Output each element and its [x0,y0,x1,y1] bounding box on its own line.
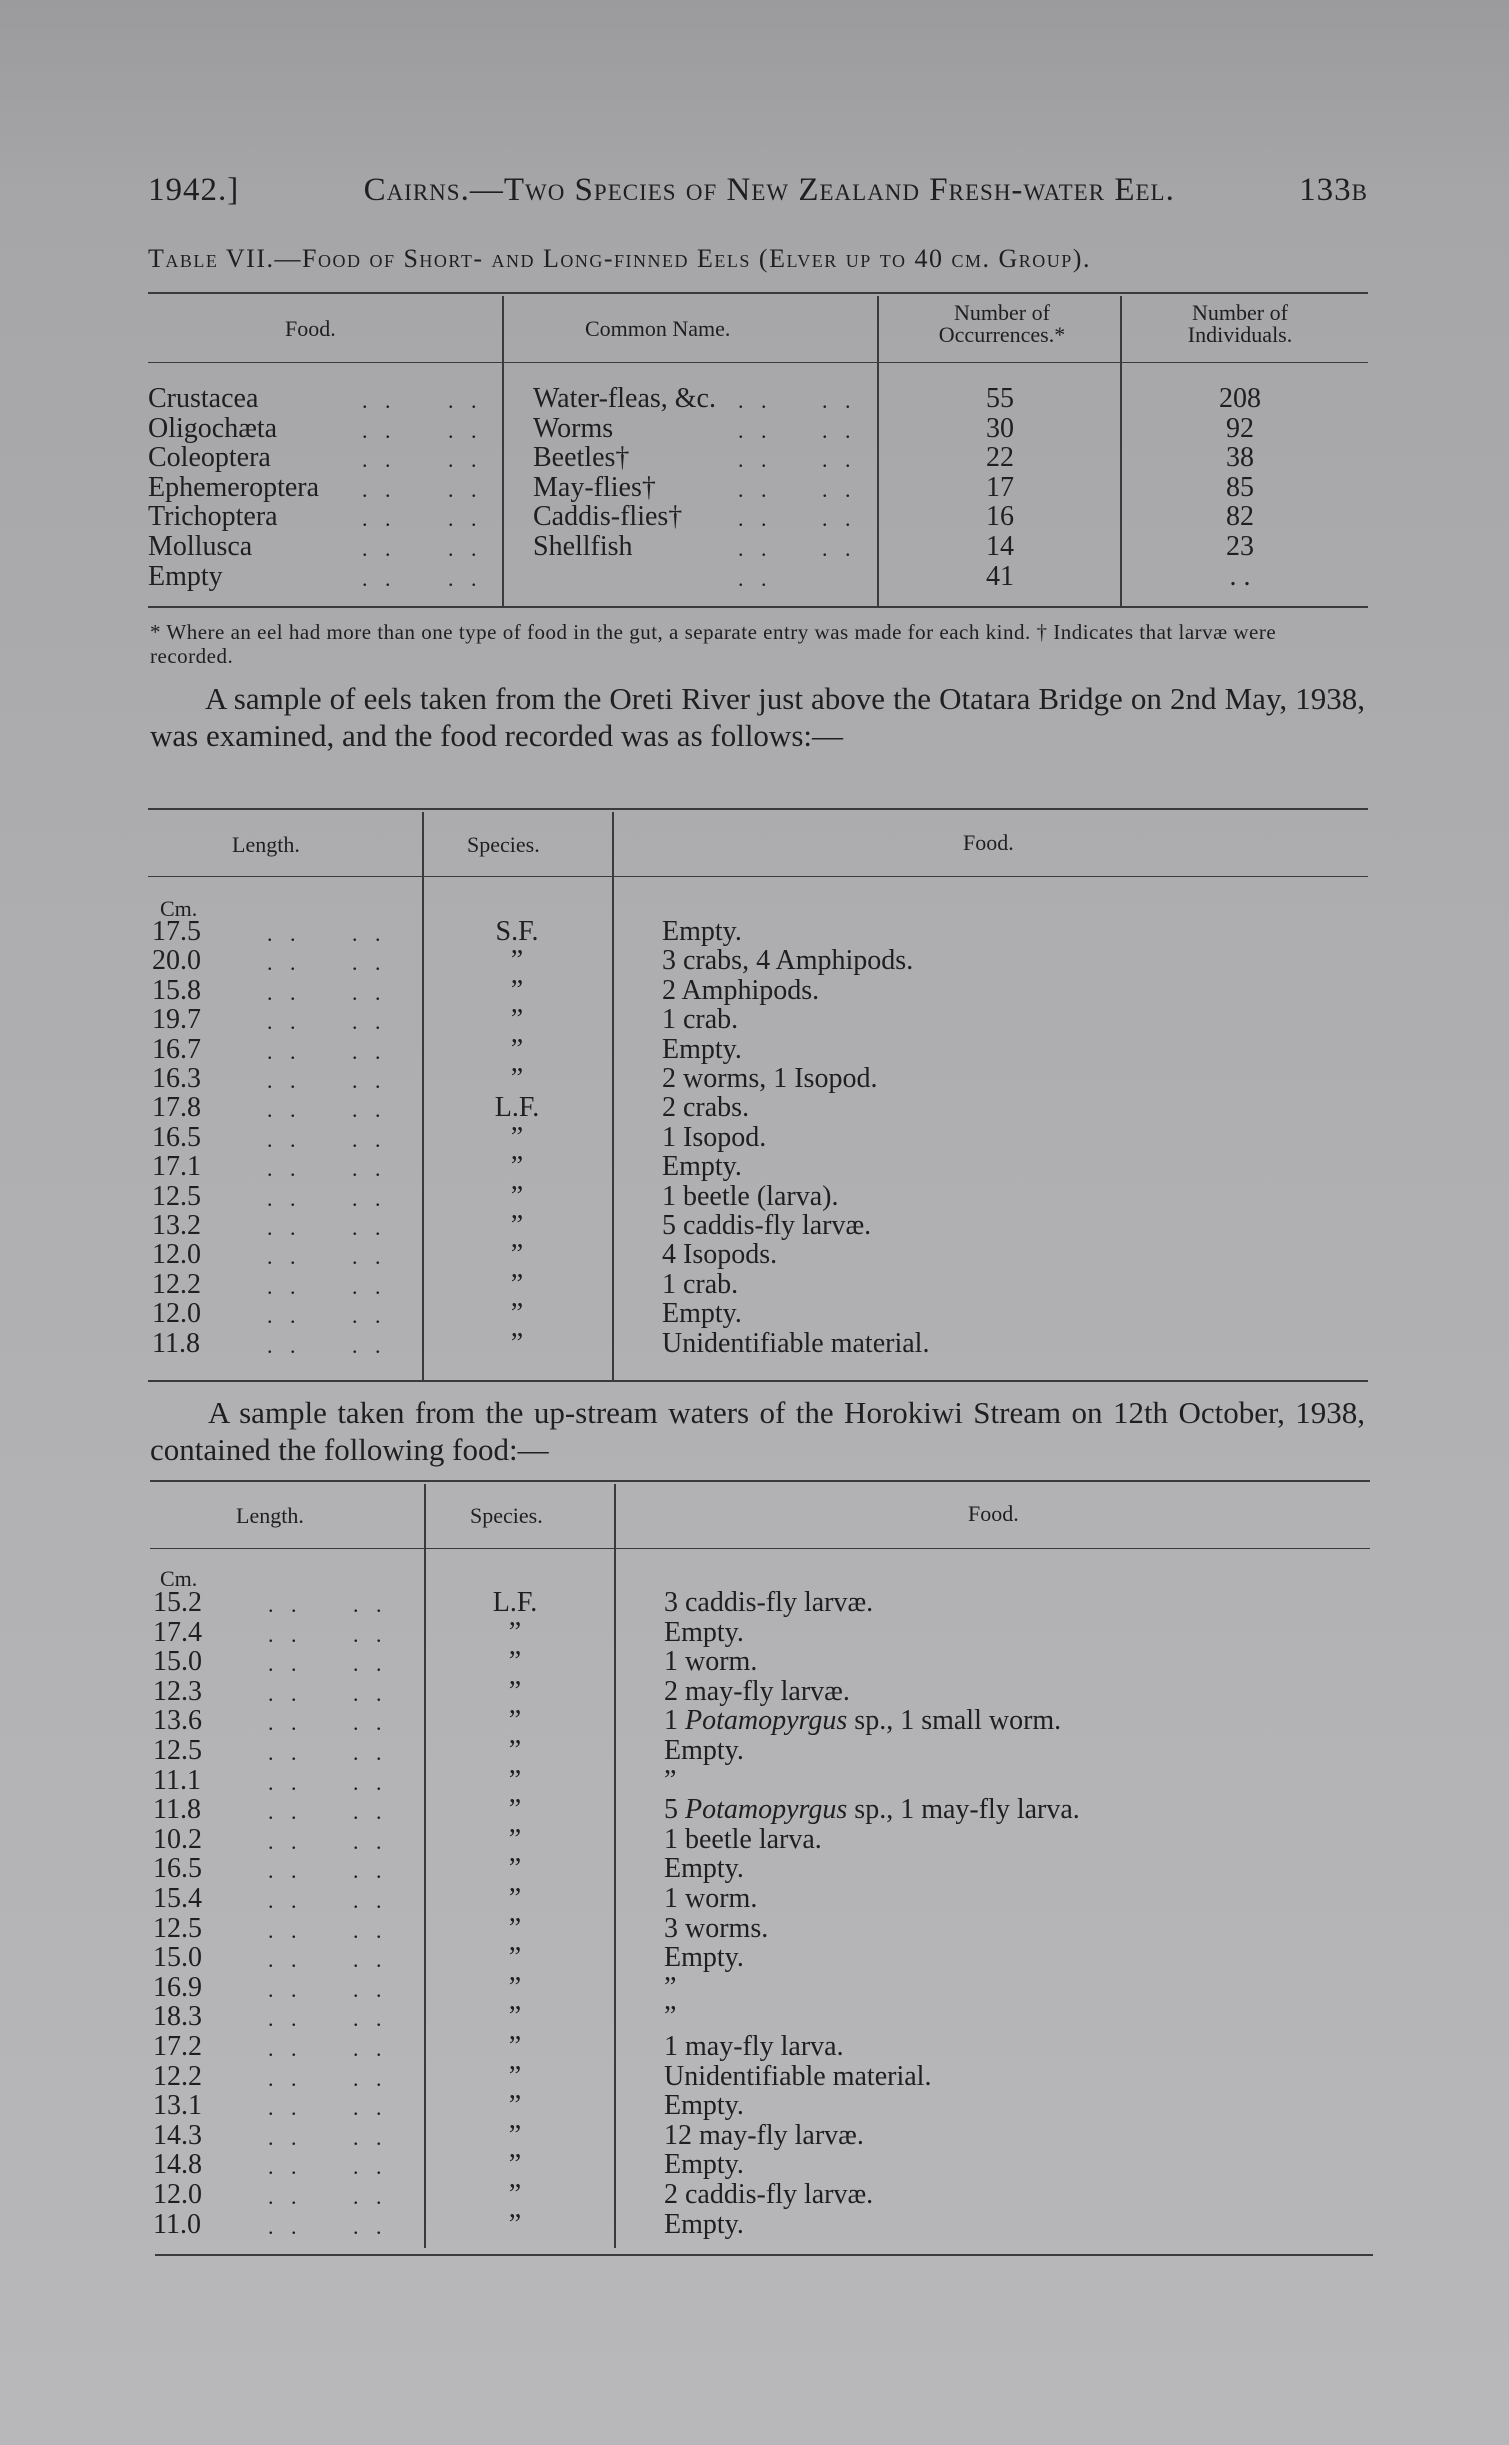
occurrences-cell: 30 [986,413,1014,444]
individuals-cell: 82 [1226,501,1254,532]
leader-dots: . . [353,1592,388,1617]
food-cell: Empty. [664,1853,744,1884]
food-cell: ” [664,2001,677,2032]
food-cell: Unidentifiable material. [664,2061,932,2092]
leader-dots: . . [268,1918,303,1943]
food-cell: Empty. [662,1034,742,1065]
leader-dots: . . [448,536,483,561]
leader-dots: . . [267,950,302,975]
col-header-length: Length. [232,832,300,857]
leader-dots: . . [362,536,397,561]
table-horokiwi-bottom-rule [155,2254,1373,2256]
leader-dots: . . [352,1303,387,1328]
unit-label: Cm. [160,1566,198,1591]
individuals-cell: . . [1229,561,1251,592]
leader-dots: . . [268,1977,303,2002]
header-page-number: 133b [1299,172,1368,208]
species-cell: ” [510,1151,524,1182]
leader-dots: . . [268,1829,303,1854]
col-header-species: Species. [467,832,540,857]
food-cell: 1 Isopod. [662,1122,767,1153]
species-cell: ” [510,1210,524,1241]
col-header-occurrences: Number of Occurrences.* [938,300,1066,347]
leader-dots: . . [267,1127,302,1152]
leader-dots: . . [352,1244,387,1269]
leader-dots: . . [267,1333,302,1358]
length-cell: 15.4 [153,1883,202,1914]
leader-dots: . . [352,921,387,946]
species-cell: ” [508,1735,522,1766]
leader-dots: . . [362,477,397,502]
leader-dots: . . [267,1039,302,1064]
food-cell: 12 may-fly larvæ. [664,2120,864,2151]
species-cell: ” [508,1676,522,1707]
table-oreti-top-rule [148,808,1368,810]
leader-dots: . . [362,418,397,443]
leader-dots: . . [353,1799,388,1824]
food-cell: 5 Potamopyrgus sp., 1 may-fly larva. [664,1794,1080,1825]
leader-dots: . . [268,1651,303,1676]
species-cell: ” [510,1004,524,1035]
length-cell: 13.1 [153,2090,202,2121]
table-horokiwi-header-rule [150,1548,1370,1549]
leader-dots: . . [353,2154,388,2179]
leader-dots: . . [353,2006,388,2031]
table-oreti-header-rule [148,876,1368,877]
leader-dots: . . [268,1740,303,1765]
leader-dots: . . [352,1274,387,1299]
species-cell: L.F. [494,1092,540,1123]
occurrences-cell: 55 [986,383,1014,414]
leader-dots: . . [268,1858,303,1883]
length-cell: 12.5 [153,1735,202,1766]
paragraph-oreti-sample: A sample of eels taken from the Oreti River just above the Otatara Bridge on 2nd May, 1938, was examined, and the food recorded was as follows:— [150,681,1365,753]
food-cell: Empty. [664,2090,744,2121]
leader-dots: . . [352,1009,387,1034]
leader-dots: . . [738,506,773,531]
common-name-cell: Beetles† [533,442,630,473]
length-cell: 16.5 [153,1853,202,1884]
length-cell: 15.0 [153,1646,202,1677]
leader-dots: . . [267,1244,302,1269]
occurrences-cell: 22 [986,442,1014,473]
length-cell: 16.9 [153,1972,202,2003]
leader-dots: . . [352,1156,387,1181]
leader-dots: . . [267,1156,302,1181]
occurrences-cell: 16 [986,501,1014,532]
unit-label: Cm. [160,896,198,921]
leader-dots: . . [268,2154,303,2179]
species-cell: ” [508,1824,522,1855]
leader-dots: . . [738,477,773,502]
leader-dots: . . [353,2036,388,2061]
species-cell: ” [510,945,524,976]
length-cell: 12.3 [153,1676,202,1707]
length-cell: 12.2 [152,1269,201,1300]
length-cell: 16.5 [152,1122,201,1153]
food-cell: 2 Amphipods. [662,975,820,1006]
leader-dots: . . [738,447,773,472]
table-vii-header-rule [148,362,1368,363]
length-cell: 17.5 [152,916,201,947]
leader-dots: . . [267,921,302,946]
col-header-food: Food. [963,830,1014,855]
leader-dots: . . [738,566,773,591]
leader-dots: . . [353,1918,388,1943]
species-cell: L.F. [492,1587,538,1618]
leader-dots: . . [352,1068,387,1093]
leader-dots: . . [268,1770,303,1795]
food-cell: Empty. [662,916,742,947]
food-cell: ” [664,1765,677,1796]
common-name-cell: Water-fleas, &c. [533,383,716,414]
leader-dots: . . [448,388,483,413]
leader-dots: . . [353,2214,388,2239]
length-cell: 12.5 [153,1913,202,1944]
species-cell: ” [510,1122,524,1153]
food-cell: 1 may-fly larva. [664,2031,844,2062]
leader-dots: . . [352,950,387,975]
food-group-cell: Mollusca [148,531,253,562]
common-name-cell: May-flies† [533,472,656,503]
leader-dots: . . [267,1068,302,1093]
length-cell: 17.2 [153,2031,202,2062]
table-oreti-col-divider [422,812,424,1380]
leader-dots: . . [267,1009,302,1034]
species-cell: ” [508,2090,522,2121]
length-cell: 17.8 [152,1092,201,1123]
leader-dots: . . [353,2066,388,2091]
food-group-cell: Oligochæta [148,413,278,444]
leader-dots: . . [822,477,857,502]
species-cell: ” [508,1942,522,1973]
common-name-cell: Shellfish [533,531,633,562]
table-vii-footnote: * Where an eel had more than one type of food in the gut, a separate entry was made for each kind. † Indicates that larvæ were recorded. [150,620,1277,668]
length-cell: 18.3 [153,2001,202,2032]
leader-dots: . . [448,566,483,591]
leader-dots: . . [448,418,483,443]
food-cell: 4 Isopods. [662,1239,778,1270]
species-cell: ” [508,1913,522,1944]
species-cell: ” [510,1063,524,1094]
species-cell: ” [508,1883,522,1914]
leader-dots: . . [353,1947,388,1972]
leader-dots: . . [353,1710,388,1735]
length-cell: 15.0 [153,1942,202,1973]
species-cell: ” [508,2001,522,2032]
individuals-cell: 208 [1219,383,1261,414]
length-cell: 11.0 [153,2209,201,2240]
leader-dots: . . [352,1039,387,1064]
length-cell: 19.7 [152,1004,201,1035]
leader-dots: . . [352,1215,387,1240]
table-oreti-col-divider [612,812,614,1380]
species-cell: ” [508,2209,522,2240]
leader-dots: . . [353,1681,388,1706]
leader-dots: . . [352,1333,387,1358]
species-cell: ” [510,1239,524,1270]
species-cell: ” [508,1794,522,1825]
species-cell: ” [508,1705,522,1736]
header-title: Cairns.—Two Species of New Zealand Fresh-water Eel. [363,172,1175,208]
food-cell: 3 worms. [664,1913,769,1944]
species-cell: ” [508,2120,522,2151]
individuals-cell: 85 [1226,472,1254,503]
individuals-cell: 92 [1226,413,1254,444]
leader-dots: . . [352,1186,387,1211]
food-cell: 1 Potamopyrgus sp., 1 small worm. [664,1705,1062,1736]
food-group-cell: Ephemeroptera [148,472,320,503]
length-cell: 11.1 [153,1765,201,1796]
leader-dots: . . [268,1592,303,1617]
col-header-food: Food. [285,316,336,341]
table-vii-col-divider [877,296,879,606]
leader-dots: . . [268,1888,303,1913]
food-cell: 1 crab. [662,1004,739,1035]
table-oreti-bottom-rule [148,1380,1368,1382]
species-cell: ” [508,1853,522,1884]
food-cell: 1 worm. [664,1646,758,1677]
food-group-cell: Empty [148,561,223,592]
food-cell: ” [664,1972,677,2003]
food-cell: Empty. [664,1942,744,1973]
food-cell: Unidentifiable material. [662,1328,930,1359]
leader-dots: . . [352,1127,387,1152]
leader-dots: . . [268,2214,303,2239]
food-cell: 1 beetle larva. [664,1824,822,1855]
length-cell: 12.2 [153,2061,202,2092]
food-cell: 3 caddis-fly larvæ. [664,1587,874,1618]
leader-dots: . . [822,418,857,443]
leader-dots: . . [353,1888,388,1913]
leader-dots: . . [267,1274,302,1299]
leader-dots: . . [353,2095,388,2120]
leader-dots: . . [268,2036,303,2061]
length-cell: 17.1 [152,1151,201,1182]
length-cell: 12.0 [152,1298,201,1329]
leader-dots: . . [448,477,483,502]
leader-dots: . . [353,1829,388,1854]
species-cell: ” [510,1181,524,1212]
leader-dots: . . [353,2184,388,2209]
species-cell: ” [510,1269,524,1300]
leader-dots: . . [822,388,857,413]
food-cell: 1 crab. [662,1269,739,1300]
length-cell: 13.2 [152,1210,201,1241]
occurrences-cell: 41 [986,561,1014,592]
leader-dots: . . [362,388,397,413]
leader-dots: . . [448,506,483,531]
table-vii-bottom-rule [148,606,1368,608]
leader-dots: . . [822,536,857,561]
header-year: 1942.] [148,172,240,208]
leader-dots: . . [268,2006,303,2031]
length-cell: 16.7 [152,1034,201,1065]
leader-dots: . . [738,388,773,413]
leader-dots: . . [267,1186,302,1211]
table-vii-top-rule [148,292,1368,294]
leader-dots: . . [353,1770,388,1795]
species-cell: ” [510,1298,524,1329]
leader-dots: . . [267,980,302,1005]
leader-dots: . . [268,2066,303,2091]
table-horokiwi-col-divider [424,1484,426,2248]
table-vii-caption: Table VII.—Food of Short- and Long-finned Eels (Elver up to 40 cm. Group). [148,244,1091,273]
length-cell: 12.0 [153,2179,202,2210]
table-vii-col-divider [1120,296,1122,606]
food-group-cell: Crustacea [148,383,259,414]
food-cell: 1 beetle (larva). [662,1181,839,1212]
food-cell: 2 crabs. [662,1092,750,1123]
leader-dots: . . [353,1622,388,1647]
food-cell: 3 crabs, 4 Amphipods. [662,945,914,976]
leader-dots: . . [267,1097,302,1122]
leader-dots: . . [362,566,397,591]
length-cell: 20.0 [152,945,201,976]
occurrences-cell: 14 [986,531,1014,562]
leader-dots: . . [822,447,857,472]
col-header-common-name: Common Name. [585,316,731,341]
length-cell: 12.0 [152,1239,201,1270]
length-cell: 14.3 [153,2120,202,2151]
length-cell: 17.4 [153,1617,202,1648]
leader-dots: . . [448,447,483,472]
leader-dots: . . [738,418,773,443]
common-name-cell: Caddis-flies† [533,501,683,532]
leader-dots: . . [353,1977,388,2002]
leader-dots: . . [268,1947,303,1972]
length-cell: 14.8 [153,2149,202,2180]
species-cell: ” [510,1328,524,1359]
leader-dots: . . [353,1740,388,1765]
leader-dots: . . [267,1303,302,1328]
food-cell: Empty. [664,1617,744,1648]
species-cell: ” [508,1972,522,2003]
leader-dots: . . [738,536,773,561]
leader-dots: . . [268,2125,303,2150]
leader-dots: . . [268,1710,303,1735]
length-cell: 11.8 [153,1794,201,1825]
leader-dots: . . [268,2184,303,2209]
leader-dots: . . [822,506,857,531]
food-cell: 2 caddis-fly larvæ. [664,2179,874,2210]
species-cell: ” [508,1617,522,1648]
leader-dots: . . [353,2125,388,2150]
leader-dots: . . [268,1799,303,1824]
col-header-species: Species. [470,1503,543,1528]
food-cell: 5 caddis-fly larvæ. [662,1210,872,1241]
running-header [148,172,1368,209]
length-cell: 15.8 [152,975,201,1006]
species-cell: ” [508,2031,522,2062]
leader-dots: . . [352,1097,387,1122]
species-cell: ” [508,2149,522,2180]
leader-dots: . . [268,2095,303,2120]
col-header-individuals: Number of Individuals. [1187,300,1293,347]
food-cell: Empty. [664,2149,744,2180]
length-cell: 15.2 [153,1587,202,1618]
food-cell: Empty. [664,2209,744,2240]
food-group-cell: Coleoptera [148,442,271,473]
col-header-food: Food. [968,1501,1019,1526]
leader-dots: . . [268,1622,303,1647]
table-horokiwi-top-rule [150,1480,1370,1482]
leader-dots: . . [353,1651,388,1676]
food-cell: 2 may-fly larvæ. [664,1676,850,1707]
leader-dots: . . [362,506,397,531]
food-cell: Empty. [664,1735,744,1766]
individuals-cell: 38 [1226,442,1254,473]
length-cell: 12.5 [152,1181,201,1212]
length-cell: 11.8 [152,1328,200,1359]
species-cell: ” [510,975,524,1006]
food-cell: Empty. [662,1298,742,1329]
species-cell: ” [508,2179,522,2210]
individuals-cell: 23 [1226,531,1254,562]
leader-dots: . . [362,447,397,472]
food-cell: Empty. [662,1151,742,1182]
species-cell: ” [508,1765,522,1796]
food-cell: 2 worms, 1 Isopod. [662,1063,878,1094]
species-cell: ” [510,1034,524,1065]
species-cell: S.F. [495,916,539,947]
leader-dots: . . [267,1215,302,1240]
common-name-cell: Worms [533,413,614,444]
length-cell: 13.6 [153,1705,202,1736]
table-vii-col-divider [502,296,504,606]
species-cell: ” [508,1646,522,1677]
occurrences-cell: 17 [986,472,1014,503]
leader-dots: . . [268,1681,303,1706]
food-cell: 1 worm. [664,1883,758,1914]
length-cell: 10.2 [153,1824,202,1855]
table-horokiwi-col-divider [614,1484,616,2248]
col-header-length: Length. [236,1503,304,1528]
leader-dots: . . [353,1858,388,1883]
length-cell: 16.3 [152,1063,201,1094]
leader-dots: . . [352,980,387,1005]
food-group-cell: Trichoptera [148,501,278,532]
paragraph-horokiwi-sample: A sample taken from the up-stream waters of the Horokiwi Stream on 12th October, 1938, contained the following food:— [150,1395,1365,1467]
species-cell: ” [508,2061,522,2092]
